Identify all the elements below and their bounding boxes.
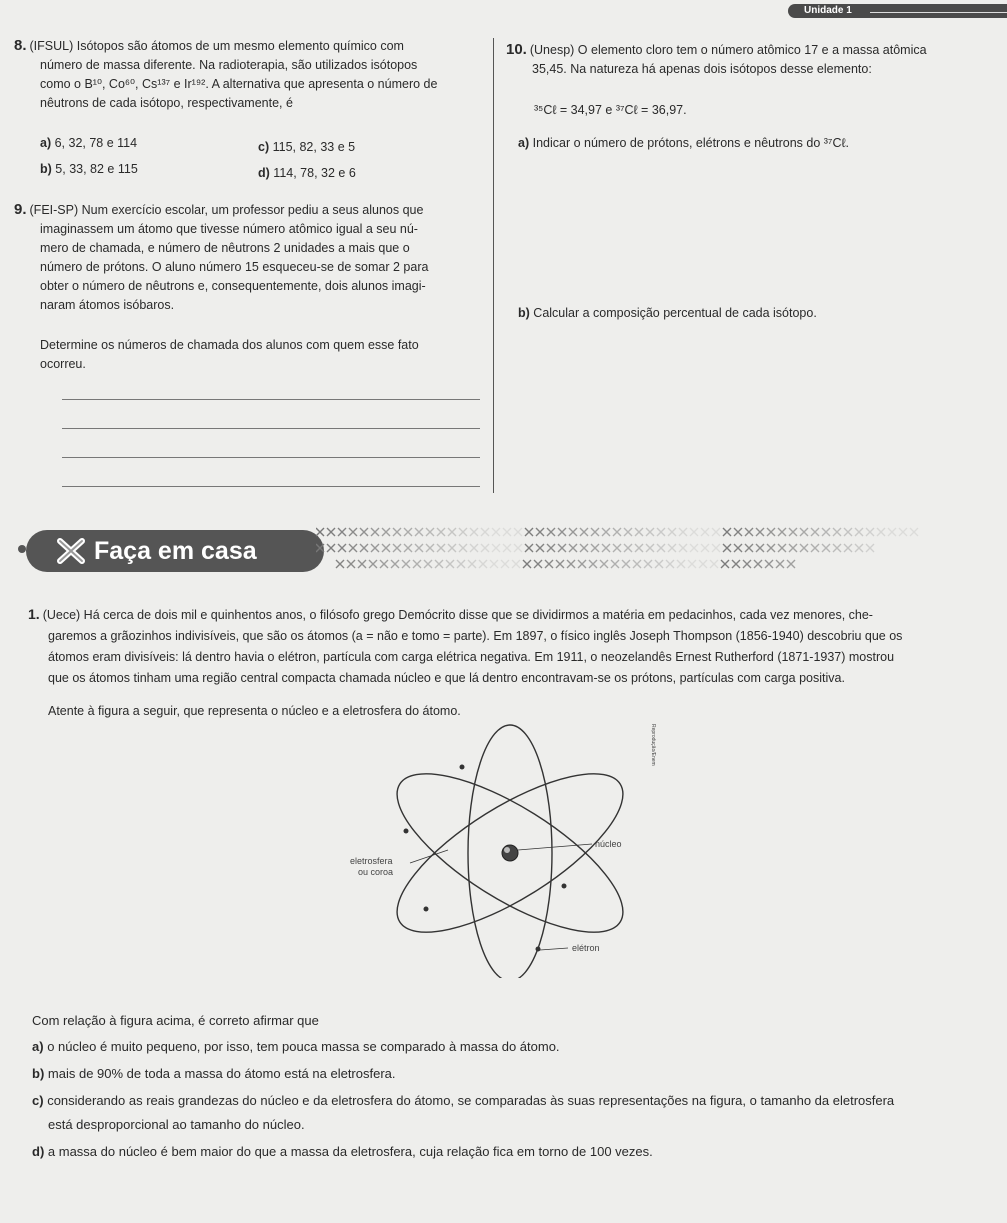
question-8-number: 8. <box>14 37 27 54</box>
banner-title: Faça em casa <box>94 537 257 565</box>
question-9-prompt-line-1: Determine os números de chamada dos alunos com quem esse fato <box>40 338 419 352</box>
question-8-alt-a[interactable]: a) 6, 32, 78 e 114 <box>40 136 138 150</box>
scissors-icon <box>56 537 86 565</box>
homework-q1-option-b[interactable]: b) mais de 90% de toda a massa do átomo está na eletrosfera. <box>32 1066 396 1081</box>
question-10-item-a: a) Indicar o número de prótons, elétrons e nêutrons do ³⁷Cℓ. <box>518 136 849 150</box>
homework-q1-question: Com relação à figura acima, é correto afirmar que <box>32 1013 319 1028</box>
question-8-alt-b[interactable]: b) 5, 33, 82 e 115 <box>40 162 138 176</box>
homework-q1-option-c-continued: está desproporcional ao tamanho do núcleo. <box>48 1117 305 1132</box>
nucleus-label: núcleo <box>595 839 622 849</box>
homework-q1-line-3: átomos eram divisíveis: lá dentro havia o elétron, partícula com carga elétrica negativa. Em 1911, o neozelandês Ernest Rutherford (1871-1937) mostrou <box>48 650 895 664</box>
electron-pointer <box>540 948 568 950</box>
electron-label: elétron <box>572 943 600 953</box>
question-10 <box>506 40 1001 79</box>
question-10-item-b: b) Calcular a composição percentual de cada isótopo. <box>518 306 817 320</box>
electrosphere-label-2: ou coroa <box>358 867 394 877</box>
homework-q1-line-4: que os átomos tinham uma região central compacta chamada núcleo e que lá dentro encontravam-se os prótons, partículas com carga positiva. <box>48 671 845 685</box>
question-8-line-2: número de massa diferente. Na radioterapia, são utilizados isótopos <box>40 58 418 72</box>
homework-q1-line-1: 1. (Uece) Há cerca de dois mil e quinhentos anos, o filósofo grego Demócrito disse que se dividirmos a matéria em pedacinhos, cada vez menores, che- <box>28 606 873 622</box>
unit-tag <box>788 4 1007 18</box>
header-rule <box>870 12 1007 13</box>
answer-line-3[interactable] <box>62 457 480 458</box>
question-9-line-4: número de prótons. O aluno número 15 esqueceu-se de somar 2 para <box>40 260 429 274</box>
figure-credit: Reprodução/Enem <box>650 724 656 766</box>
question-10-number: 10. <box>506 41 527 58</box>
banner-dot <box>18 545 26 553</box>
homework-q1-line-2: garemos a grãozinhos indivisíveis, que são os átomos (a = não e tomo = parte). Em 1897, o físico inglês Joseph Thompson (1856-1940) descobriu que os <box>48 629 903 643</box>
question-9 <box>14 200 489 315</box>
homework-question-1 <box>28 604 998 689</box>
answer-line-4[interactable] <box>62 486 480 487</box>
electrosphere-label-1: eletrosfera <box>350 856 393 866</box>
question-10-line-2: 35,45. Na natureza há apenas dois isótopos desse elemento: <box>532 62 872 76</box>
question-10-line-1: 10. (Unesp) O elemento cloro tem o número atômico 17 e a massa atômica <box>506 41 927 58</box>
electrons <box>404 765 567 952</box>
question-9-line-6: naram átomos isóbaros. <box>40 298 175 312</box>
question-8-alt-d[interactable]: d) 114, 78, 32 e 6 <box>258 166 356 180</box>
question-9-line-2: imaginassem um átomo que tivesse número atômico igual a seu nú- <box>40 222 418 236</box>
unit-label: Unidade 1 <box>804 5 852 16</box>
figure-intro: Atente à figura a seguir, que representa o núcleo e a eletrosfera do átomo. <box>48 704 461 718</box>
nucleus <box>502 845 518 861</box>
question-9-prompt <box>40 336 490 374</box>
column-divider <box>493 38 494 493</box>
question-8-line-4: nêutrons de cada isótopo, respectivamente, é <box>40 96 293 110</box>
question-10-isotopes: ³⁵Cℓ = 34,97 e ³⁷Cℓ = 36,97. <box>534 103 687 117</box>
atom-figure <box>330 718 660 978</box>
homework-q1-option-c[interactable]: c) considerando as reais grandezas do núcleo e da eletrosfera do átomo, se comparadas às suas representações na figura, o tamanho da eletrosfera <box>32 1093 895 1108</box>
answer-line-2[interactable] <box>62 428 480 429</box>
question-9-number: 9. <box>14 201 27 218</box>
nucleus-highlight <box>504 847 510 853</box>
banner-decoration <box>316 524 936 580</box>
question-8-line-1: 8. (IFSUL) Isótopos são átomos de um mesmo elemento químico com <box>14 37 404 54</box>
question-9-line-3: mero de chamada, e número de nêutrons 2 unidades a mais que o <box>40 241 410 255</box>
homework-q1-option-d[interactable]: d) a massa do núcleo é bem maior do que a massa da eletrosfera, cuja relação fica em torno de 100 vezes. <box>32 1144 653 1159</box>
homework-banner <box>26 530 324 572</box>
question-8-alt-c[interactable]: c) 115, 82, 33 e 5 <box>258 140 356 154</box>
question-9-line-1: 9. (FEI-SP) Num exercício escolar, um professor pediu a seus alunos que <box>14 201 424 218</box>
homework-q1-number: 1. <box>28 606 40 622</box>
question-9-line-5: obter o número de nêutrons e, consequentemente, dois alunos imagi- <box>40 279 426 293</box>
question-8-line-3: como o B¹⁰, Co⁶⁰, Cs¹³⁷ e Ir¹⁹². A alternativa que apresenta o número de <box>40 77 438 91</box>
question-9-prompt-line-2: ocorreu. <box>40 357 86 371</box>
question-8 <box>14 36 484 113</box>
answer-line-1[interactable] <box>62 399 480 400</box>
homework-q1-option-a[interactable]: a) o núcleo é muito pequeno, por isso, tem pouca massa se comparado à massa do átomo. <box>32 1039 560 1054</box>
